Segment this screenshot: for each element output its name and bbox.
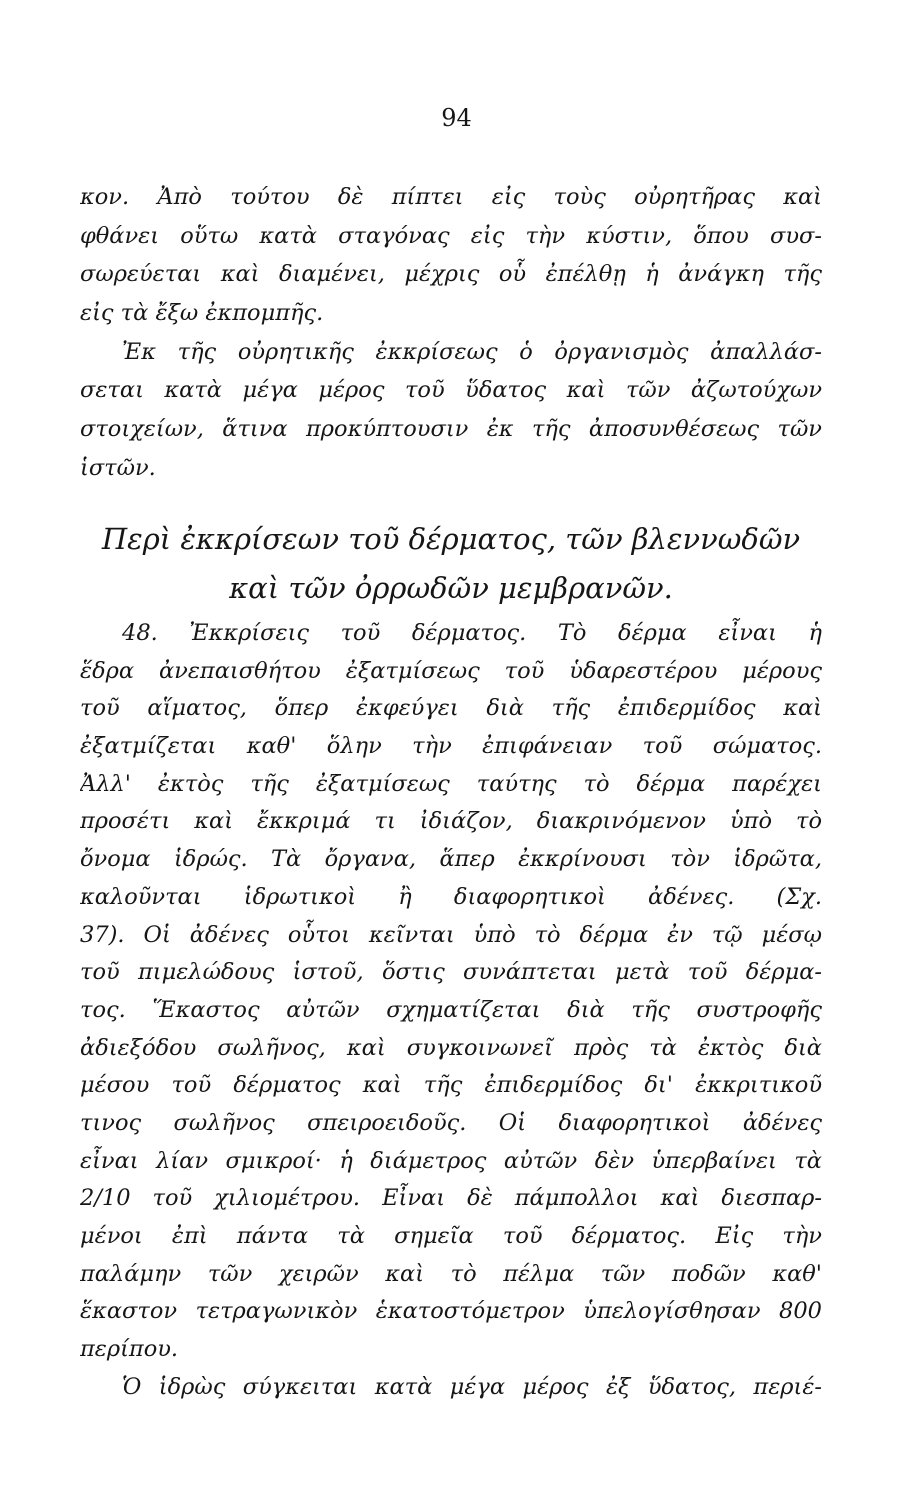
text-line: ἱστῶν. xyxy=(80,454,156,481)
text-line: τινος σωλῆνος σπειροειδοῦς. Οἱ διαφορητικοὶ ἀδένες xyxy=(80,1109,822,1136)
text-line: εἰς τὰ ἔξω ἐκπομπῆς. xyxy=(80,300,324,327)
text-line: περίπου. xyxy=(80,1336,179,1363)
text-line: 48. Ἐκκρίσεις τοῦ δέρματος. Τὸ δέρμα εἶναι ἡ xyxy=(122,620,822,646)
paragraph-urinary-excretion xyxy=(80,178,822,488)
text-line: σωρεύεται καὶ διαμένει, μέχρις οὗ ἐπέλθῃ ἡ ἀνάγκη τῆς xyxy=(80,261,822,288)
text-line: σεται κατὰ μέγα μέρος τοῦ ὕδατος καὶ τῶν ἀζωτούχων xyxy=(80,377,822,404)
text-line: μέσου τοῦ δέρματος καὶ τῆς ἐπιδερμίδος δι' ἐκκριτικοῦ xyxy=(80,1072,822,1099)
section-heading-line: Περὶ ἐκκρίσεων τοῦ δέρματος, τῶν βλεννωδῶν xyxy=(101,522,801,556)
paragraph-skin-secretions xyxy=(80,615,822,1406)
page-number: 94 xyxy=(441,104,472,132)
section-heading-line: καὶ τῶν ὀρρωδῶν μεμβρανῶν. xyxy=(229,571,673,605)
text-line: εἶναι λίαν σμικροί· ἡ διάμετρος αὐτῶν δὲν ὑπερβαίνει τὰ xyxy=(80,1147,822,1174)
text-line: Ἐκ τῆς οὐρητικῆς ἐκκρίσεως ὁ ὀργανισμὸς ἀπαλλάσ- xyxy=(122,338,822,365)
text-line: φθάνει οὕτω κατὰ σταγόνας εἰς τὴν κύστιν, ὅπου συσ- xyxy=(80,222,822,249)
text-line: τοῦ αἵματος, ὅπερ ἐκφεύγει διὰ τῆς ἐπιδερμίδος καὶ xyxy=(80,695,822,722)
text-line: τος. Ἕκαστος αὐτῶν σχηματίζεται διὰ τῆς συστροφῆς xyxy=(80,996,822,1023)
text-line: προσέτι καὶ ἔκκριμά τι ἰδιάζον, διακρινόμενον ὑπὸ τὸ xyxy=(80,808,822,835)
text-line: τοῦ πιμελώδους ἱστοῦ, ὅστις συνάπτεται μετὰ τοῦ δέρμα- xyxy=(80,959,822,986)
text-line: 2/10 τοῦ χιλιομέτρου. Εἶναι δὲ πάμπολλοι καὶ διεσπαρ- xyxy=(80,1185,822,1212)
text-line: ἐξατμίζεται καθ' ὅλην τὴν ἐπιφάνειαν τοῦ σώματος. xyxy=(80,733,822,760)
text-line: ἕκαστον τετραγωνικὸν ἑκατοστόμετρον ὑπελογίσθησαν 800 xyxy=(80,1298,822,1325)
text-line: Ὁ ἱδρὼς σύγκειται κατὰ μέγα μέρος ἐξ ὕδατος, περιέ- xyxy=(122,1373,822,1400)
text-line: μένοι ἐπὶ πάντα τὰ σημεῖα τοῦ δέρματος. Εἰς τὴν xyxy=(80,1223,822,1249)
text-line: παλάμην τῶν χειρῶν καὶ τὸ πέλμα τῶν ποδῶν καθ' xyxy=(80,1260,822,1287)
text-line: στοιχείων, ἅτινα προκύπτουσιν ἐκ τῆς ἀποσυνθέσεως τῶν xyxy=(80,416,822,443)
section-heading xyxy=(80,515,822,613)
text-line: ὄνομα ἱδρώς. Τὰ ὄργανα, ἅπερ ἐκκρίνουσι τὸν ἱδρῶτα, xyxy=(80,846,822,873)
text-line: ἀδιεξόδου σωλῆνος, καὶ συγκοινωνεῖ πρὸς τὰ ἐκτὸς διὰ xyxy=(80,1034,822,1061)
text-line: ἕδρα ἀνεπαισθήτου ἐξατμίσεως τοῦ ὑδαρεστέρου μέρους xyxy=(80,657,822,684)
text-line: κον. Ἀπὸ τούτου δὲ πίπτει εἰς τοὺς οὐρητῆρας καὶ xyxy=(80,184,822,210)
text-line: Ἀλλ' ἐκτὸς τῆς ἐξατμίσεως ταύτης τὸ δέρμα παρέχει xyxy=(80,770,822,797)
text-line: καλοῦνται ἱδρωτικοὶ ἢ διαφορητικοὶ ἀδένες. (Σχ. xyxy=(80,883,822,910)
text-line: 37). Οἱ ἀδένες οὗτοι κεῖνται ὑπὸ τὸ δέρμα ἐν τῷ μέσῳ xyxy=(80,921,822,948)
